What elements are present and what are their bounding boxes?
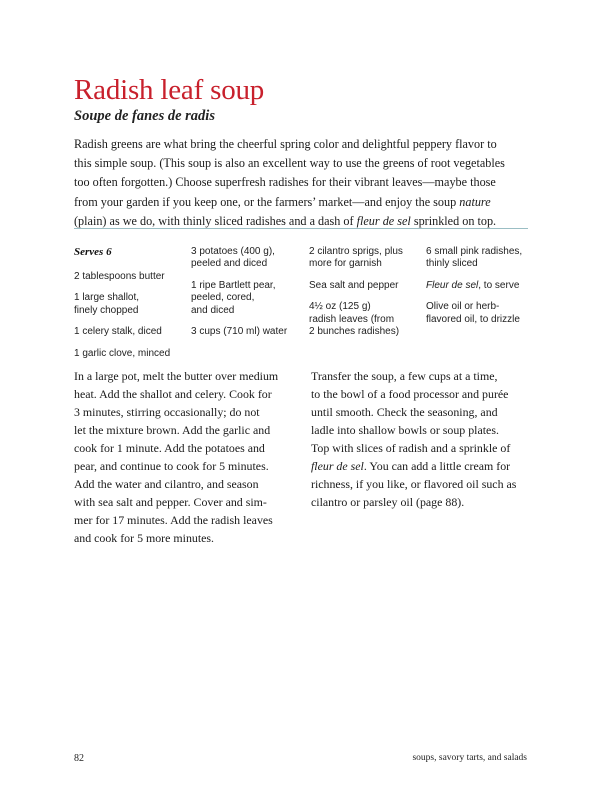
ingredient-item: 1 ripe Bartlett pear, peeled, cored, and diced bbox=[191, 279, 276, 316]
ingredient-item: Olive oil or herb- flavored oil, to drizzle bbox=[426, 301, 520, 325]
ingredient-item: 6 small pink radishes, thinly sliced bbox=[426, 246, 523, 270]
ingredient-item: 3 cups (710 ml) water bbox=[191, 326, 288, 338]
running-footer: soups, savory tarts, and salads bbox=[412, 753, 527, 763]
ingredients-column-2 bbox=[191, 246, 303, 347]
method-step-2: Transfer the soup, a few cups at a time, to the bowl of a food processor and purée until smooth. Check the seasoning, and ladle into shallow bowls or soup plates. Top with slices of radish and a sprinkle of fleur de sel. You can add a little cream for richness, if you like, or flavored oil such as cilantro or parsley oil (page 88). bbox=[311, 369, 517, 509]
section-divider bbox=[74, 228, 528, 229]
page-number: 82 bbox=[74, 753, 84, 764]
ingredient-item: Fleur de sel, to serve bbox=[426, 279, 520, 291]
ingredient-item: 2 tablespoons butter bbox=[74, 271, 165, 282]
ingredient-item: 1 celery stalk, diced bbox=[74, 326, 162, 338]
ingredient-item: 3 potatoes (400 g), peeled and diced bbox=[191, 246, 275, 270]
ingredients-column-1 bbox=[74, 246, 184, 369]
ingredient-item: Sea salt and pepper bbox=[309, 279, 399, 291]
ingredient-item: 2 cilantro sprigs, plus more for garnish bbox=[309, 246, 403, 270]
ingredient-item: 1 large shallot, finely chopped bbox=[74, 292, 140, 316]
italic-term: Fleur de sel bbox=[426, 279, 479, 291]
recipe-intro bbox=[74, 135, 534, 231]
ingredients-column-3 bbox=[309, 246, 421, 347]
ingredients-column-4 bbox=[426, 246, 538, 335]
method-step-1: In a large pot, melt the butter over medium heat. Add the shallot and celery. Cook for 3 minutes, stirring occasionally; do not let the mixture brown. Add the garlic and cook for 1 minute. Add the potatoes and pear, and continue to cook for 5 minutes. Add the water and cilantro, and season with sea salt and pepper. Cover and sim- mer for 17 minutes. Add the radish leaves and cook for 5 more minutes. bbox=[74, 369, 279, 545]
ingredient-item: 1 garlic clove, minced bbox=[74, 347, 171, 359]
recipe-subtitle: Soupe de fanes de radis bbox=[74, 108, 215, 124]
intro-text: Radish greens are what bring the cheerful spring color and delightful peppery flavor to this simple soup. (This soup is also an excellent way to use the greens of root vegetables too often forgotten.) Choose superfresh radishes for their vibrant leaves—maybe those from your garden if you keep one, or the farmers’ market—and enjoy the soup nature (plain) as we do, with thinly sliced radishes and a dash of fleur de sel sprinkled on top. bbox=[74, 137, 505, 228]
serves-label: Serves 6 bbox=[74, 246, 112, 258]
italic-term: fleur de sel bbox=[356, 213, 411, 228]
italic-term: fleur de sel bbox=[311, 459, 364, 473]
recipe-title: Radish leaf soup bbox=[74, 74, 265, 106]
italic-term: nature bbox=[459, 194, 491, 209]
ingredient-item: 4½ oz (125 g) radish leaves (from 2 bunches radishes) bbox=[309, 301, 400, 338]
